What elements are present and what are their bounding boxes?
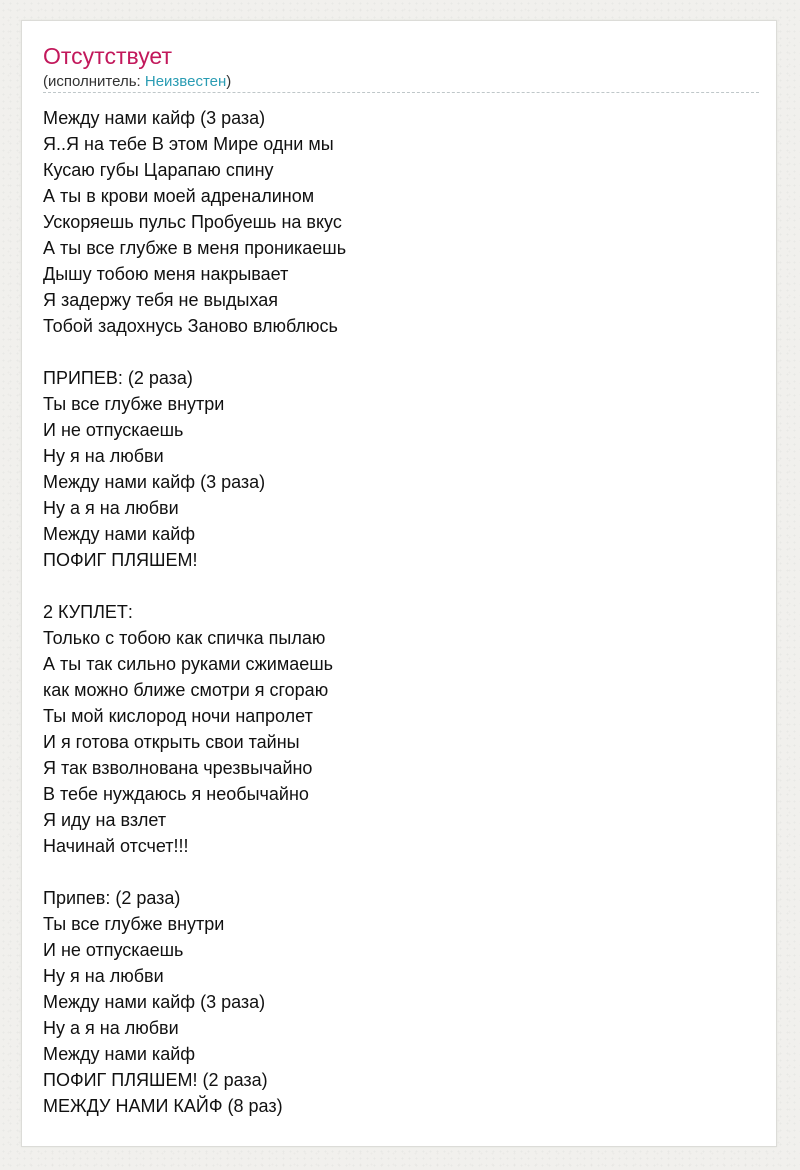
lyric-line: Ты все глубже внутри [43,394,225,414]
lyric-line: ПРИПЕВ: (2 раза) [43,368,193,388]
lyric-line: МЕЖДУ НАМИ КАЙФ (8 раз) [43,1096,283,1116]
lyric-blank-line [43,573,759,599]
lyric-line: Я так взволнована чрезвычайно [43,758,313,778]
lyric-line: Только с тобою как спичка пылаю [43,628,326,648]
lyrics-card [21,20,777,1147]
song-title: Отсутствует [43,43,172,69]
lyric-line: Между нами кайф [43,524,196,544]
lyric-line: Ну я на любви [43,966,164,986]
lyric-line: Тобой задохнусь Заново влюблюсь [43,316,338,336]
lyric-line: Ты все глубже внутри [43,914,225,934]
lyric-line: Начинай отсчет!!! [43,836,189,856]
lyric-line: Между нами кайф (3 раза) [43,472,266,492]
lyric-line: как можно ближе смотри я сгораю [43,680,329,700]
lyric-line: Ускоряешь пульс Пробуешь на вкус [43,212,342,232]
lyric-line: Я..Я на тебе В этом Мире одни мы [43,134,334,154]
lyric-line: Между нами кайф [43,1044,196,1064]
lyric-line: 2 КУПЛЕТ: [43,602,133,622]
lyric-line: Ну а я на любви [43,1018,179,1038]
lyric-line: И я готова открыть свои тайны [43,732,300,752]
lyric-blank-line [43,859,759,885]
lyric-line: Я иду на взлет [43,810,167,830]
lyric-blank-line [43,339,759,365]
lyric-line: В тебе нуждаюсь я необычайно [43,784,309,804]
lyric-line: Ну а я на любви [43,498,179,518]
lyric-line: Между нами кайф (3 раза) [43,108,266,128]
lyric-line: Ну я на любви [43,446,164,466]
lyric-line: А ты все глубже в меня проникаешь [43,238,347,258]
artist-suffix: ) [226,73,232,90]
lyric-line: Припев: (2 раза) [43,888,181,908]
lyric-line: И не отпускаешь [43,420,184,440]
lyric-line: Дышу тобою меня накрывает [43,264,289,284]
lyric-line: Я задержу тебя не выдыхая [43,290,278,310]
artist-link[interactable]: Неизвестен [144,73,227,90]
lyric-line: ПОФИГ ПЛЯШЕМ! [43,550,198,570]
lyric-line: А ты так сильно руками сжимаешь [43,654,334,674]
lyric-line: И не отпускаешь [43,940,184,960]
lyric-line: А ты в крови моей адреналином [43,186,315,206]
artist-prefix: (исполнитель: [43,73,145,90]
lyric-line: Между нами кайф (3 раза) [43,992,266,1012]
lyrics-text [43,105,759,1119]
artist-line [43,73,759,93]
lyric-line: Кусаю губы Царапаю спину [43,160,274,180]
lyric-line: ПОФИГ ПЛЯШЕМ! (2 раза) [43,1070,268,1090]
lyric-line: Ты мой кислород ночи напролет [43,706,313,726]
